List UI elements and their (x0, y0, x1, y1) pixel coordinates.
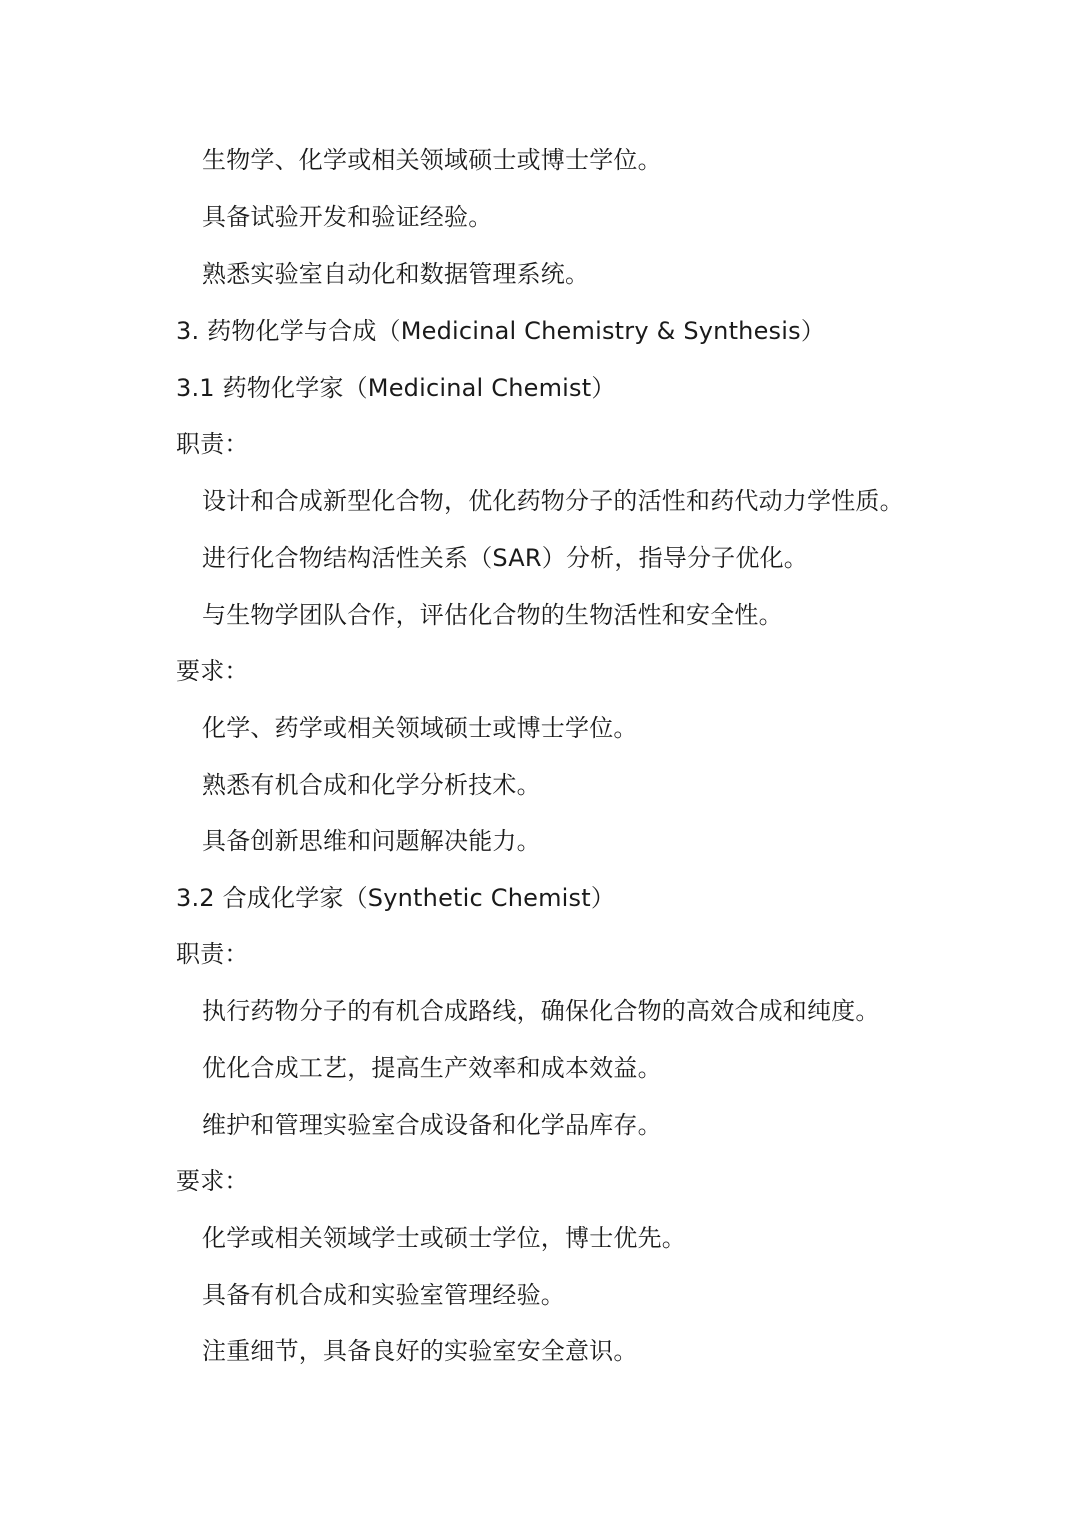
responsibility-item: 执行药物分子的有机合成路线，确保化合物的高效合成和纯度。 (202, 997, 880, 1025)
section-heading: 3. 药物化学与合成（Medicinal Chemistry & Synthesis） (176, 317, 826, 345)
requirement-item: 化学或相关领域学士或硕士学位，博士优先。 (202, 1224, 686, 1252)
responsibility-item: 设计和合成新型化合物，优化药物分子的活性和药代动力学性质。 (202, 487, 904, 515)
responsibility-item: 维护和管理实验室合成设备和化学品库存。 (202, 1111, 662, 1139)
requirement-item: 注重细节，具备良好的实验室安全意识。 (202, 1337, 638, 1365)
responsibilities-label: 职责： (176, 430, 249, 458)
requirement-item: 熟悉实验室自动化和数据管理系统。 (202, 260, 590, 288)
subsection-heading: 3.2 合成化学家（Synthetic Chemist） (176, 884, 616, 912)
requirement-item: 熟悉有机合成和化学分析技术。 (202, 771, 541, 799)
responsibility-item: 进行化合物结构活性关系（SAR）分析，指导分子优化。 (202, 544, 808, 572)
requirement-item: 化学、药学或相关领域硕士或博士学位。 (202, 714, 638, 742)
requirements-label: 要求： (176, 1167, 249, 1195)
requirement-item: 生物学、化学或相关领域硕士或博士学位。 (202, 146, 662, 174)
requirements-label: 要求： (176, 657, 249, 685)
requirement-item: 具备有机合成和实验室管理经验。 (202, 1281, 565, 1309)
requirement-item: 具备试验开发和验证经验。 (202, 203, 493, 231)
subsection-heading: 3.1 药物化学家（Medicinal Chemist） (176, 374, 616, 402)
responsibilities-label: 职责： (176, 940, 249, 968)
responsibility-item: 与生物学团队合作，评估化合物的生物活性和安全性。 (202, 601, 783, 629)
requirement-item: 具备创新思维和问题解决能力。 (202, 827, 541, 855)
responsibility-item: 优化合成工艺，提高生产效率和成本效益。 (202, 1054, 662, 1082)
